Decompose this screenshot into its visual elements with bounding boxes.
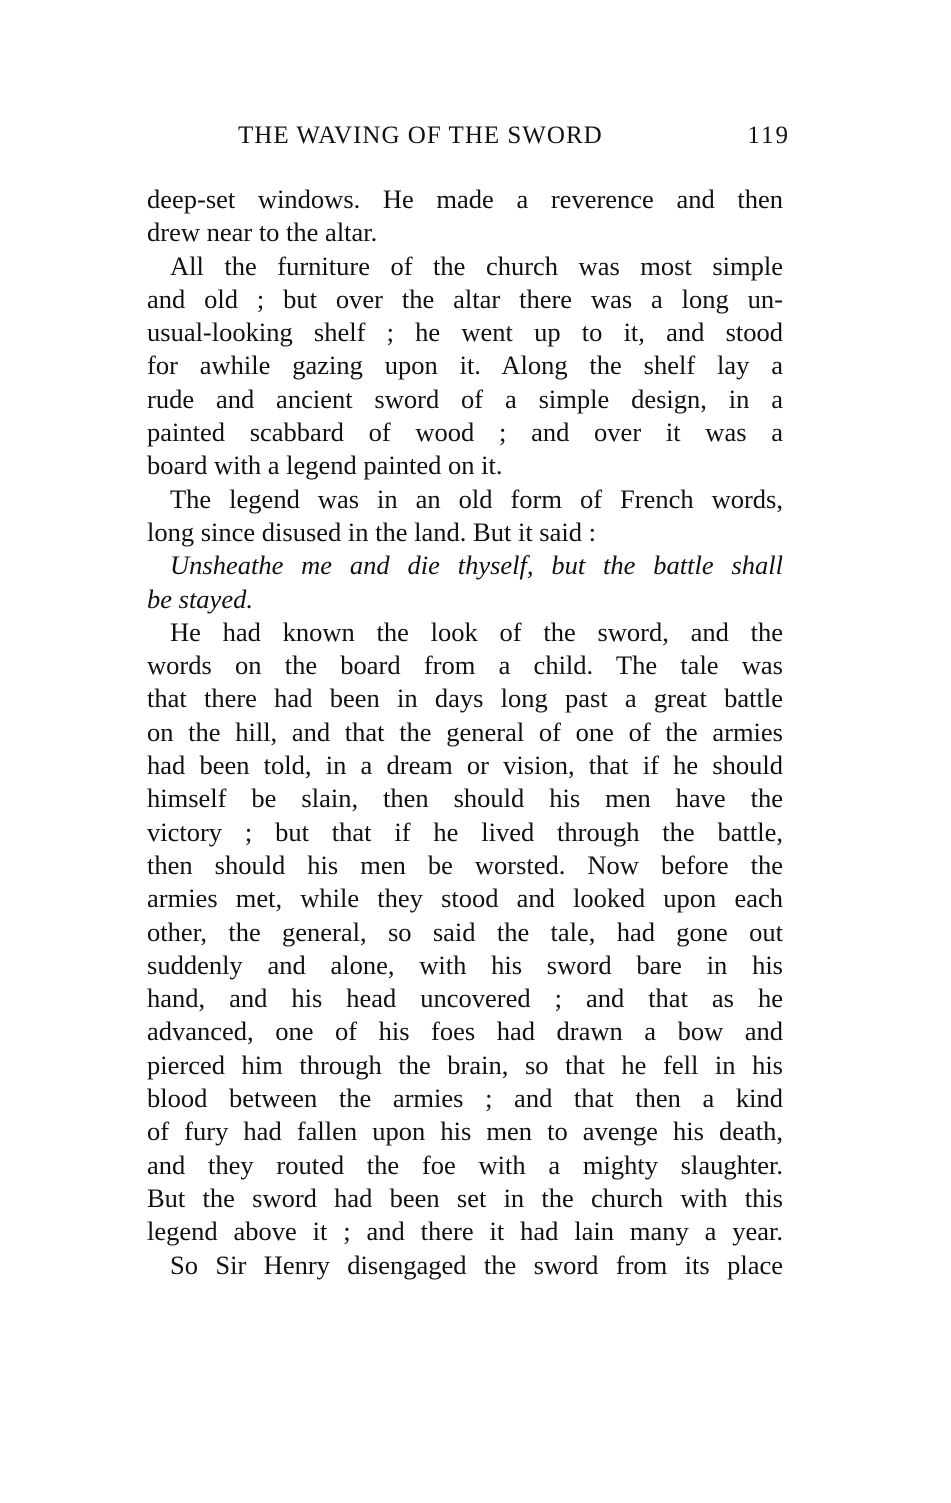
text-line: had been told, in a dream or vision, that if he should (147, 750, 783, 781)
running-title: THE WAVING OF THE SWORD (238, 122, 603, 149)
text-line: But the sword had been set in the church with this (147, 1182, 783, 1213)
text-line: So Sir Henry disengaged the sword from its place (170, 1249, 783, 1280)
text-line: pierced him through the brain, so that he fell in his (147, 1049, 783, 1080)
text-line: usual-looking shelf ; he went up to it, and stood (147, 317, 783, 348)
text-line: armies met, while they stood and looked upon each (147, 883, 783, 914)
text-line: hand, and his head uncovered ; and that as he (147, 983, 783, 1014)
text-line: and they routed the foe with a mighty slaughter. (147, 1149, 783, 1180)
text-line: victory ; but that if he lived through the battle, (147, 816, 783, 847)
text-line: rude and ancient sword of a simple design, in a (147, 383, 783, 414)
text-line: be stayed. (147, 583, 253, 614)
running-header (147, 122, 790, 158)
text-line: legend above it ; and there it had lain many a year. (147, 1216, 783, 1247)
text-line: words on the board from a child. The tale was (147, 650, 783, 681)
text-line: He had known the look of the sword, and the (170, 616, 783, 647)
text-line: drew near to the altar. (147, 217, 378, 248)
text-line: for awhile gazing upon it. Along the shelf lay a (147, 350, 783, 381)
text-line: blood between the armies ; and that then a kind (147, 1083, 783, 1114)
text-line: and old ; but over the altar there was a long un- (147, 283, 783, 314)
text-line: long since disused in the land. But it said : (147, 516, 596, 547)
text-line: of fury had fallen upon his men to avenge his death, (147, 1116, 783, 1147)
page-number: 119 (747, 122, 790, 149)
text-line: himself be slain, then should his men have the (147, 783, 783, 814)
text-line: board with a legend painted on it. (147, 450, 503, 481)
text-line: All the furniture of the church was most simple (170, 250, 783, 281)
text-line: other, the general, so said the tale, had gone out (147, 916, 783, 947)
text-line: suddenly and alone, with his sword bare in his (147, 949, 783, 980)
body-text (147, 183, 783, 1282)
text-line: that there had been in days long past a great battle (147, 683, 783, 714)
text-line: The legend was in an old form of French words, (170, 483, 783, 514)
text-line: then should his men be worsted. Now before the (147, 849, 783, 880)
text-line: advanced, one of his foes had drawn a bow and (147, 1016, 783, 1047)
text-line: Unsheathe me and die thyself, but the battle shall (170, 550, 783, 581)
text-line: on the hill, and that the general of one of the armies (147, 716, 783, 747)
text-line: painted scabbard of wood ; and over it was a (147, 417, 783, 448)
text-line: deep-set windows. He made a reverence and then (147, 184, 783, 214)
